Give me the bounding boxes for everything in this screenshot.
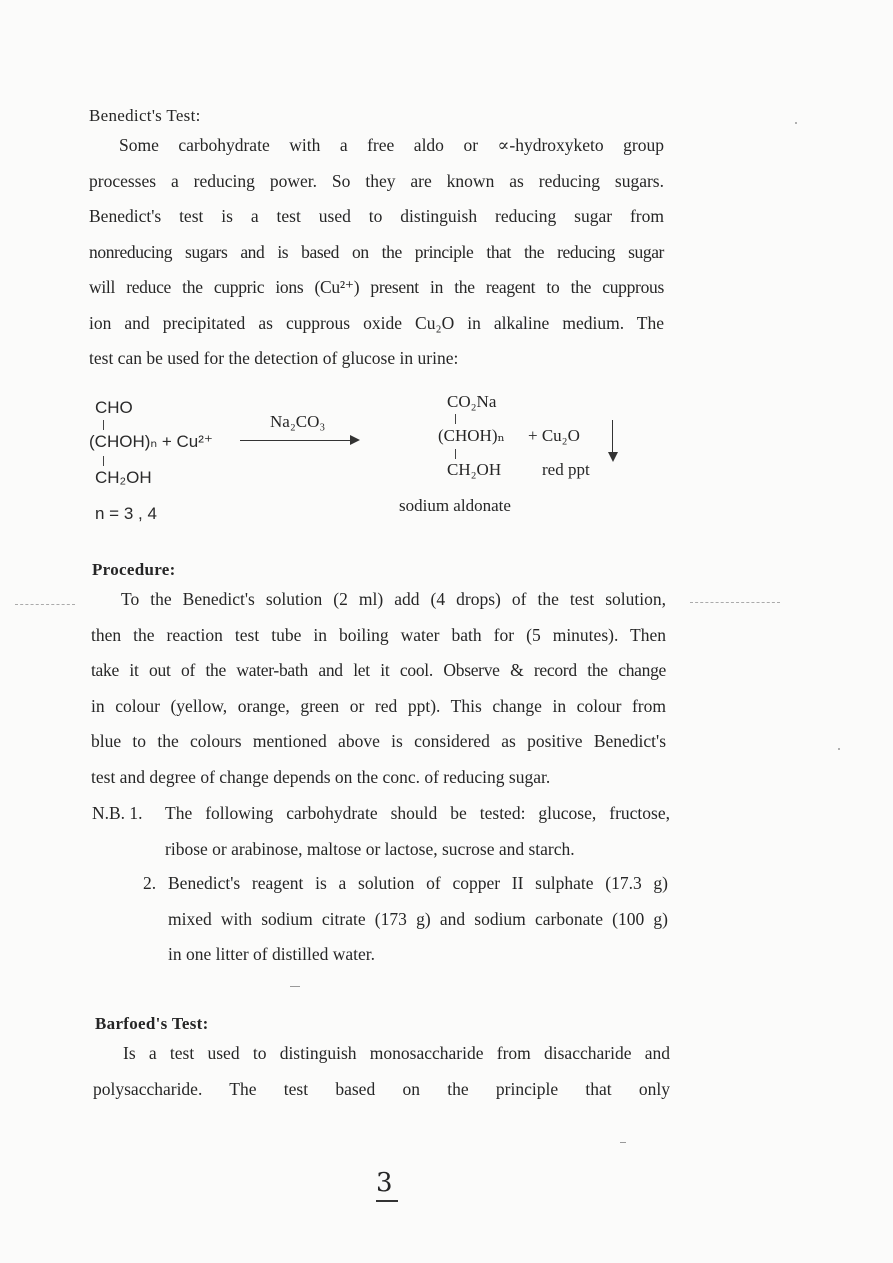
paragraph-line: blue to the colours mentioned above is considered as positive Benedict's (91, 731, 666, 751)
note-line: The following carbohydrate should be tested: glucose, fructose, (165, 803, 670, 823)
barfoed-heading: Barfoed's Test: (95, 1014, 209, 1033)
scan-artifact (15, 604, 75, 606)
product-cu2o: + Cu₂O (528, 426, 580, 445)
product-co2na: CO₂Na (447, 392, 497, 411)
paragraph-line: test can be used for the detection of glucose in urine: (89, 348, 459, 368)
scan-artifact (290, 986, 300, 987)
reagent-label: Na₂CO₃ (270, 412, 326, 431)
bond-line (103, 456, 104, 466)
paragraph-line: will reduce the cuppric ions (Cu²⁺) present in the reagent to the cupprous (89, 277, 664, 297)
paragraph-line: ion and precipitated as cupprous oxide Cu₂O in alkaline medium. The (89, 312, 664, 333)
paragraph-line: processes a reducing power. So they are known as reducing sugars. (89, 170, 664, 191)
n-value-note: n = 3 , 4 (95, 504, 157, 523)
reactant-cho: CHO (95, 398, 133, 417)
page-number: 3 (376, 1168, 393, 1198)
product-name: sodium aldonate (399, 496, 511, 515)
note-line: ribose or arabinose, maltose or lactose, sucrose and starch. (165, 838, 575, 859)
down-arrow-icon (608, 452, 618, 462)
note-line: in one litter of distilled water. (168, 944, 376, 964)
benedict-heading: Benedict's Test: (89, 106, 201, 125)
scan-artifact (690, 602, 780, 604)
scan-artifact (795, 122, 797, 124)
product-chain: (CHOH)ₙ (438, 426, 505, 445)
note-item-1 (165, 796, 670, 867)
notes-label: N.B. 1. (92, 803, 143, 823)
note-line: Benedict's reagent is a solution of copper II sulphate (17.3 g) (168, 873, 668, 893)
precipitate-label: red ppt (542, 460, 590, 479)
procedure-paragraph (91, 582, 666, 795)
bond-line (455, 449, 456, 459)
paragraph-line: in colour (yellow, orange, green or red ppt). This change in colour from (91, 695, 666, 716)
scan-artifact (620, 1142, 626, 1143)
reactant-ch2oh: CH₂OH (95, 468, 152, 487)
paragraph-line: To the Benedict's solution (2 ml) add (4 drops) of the test solution, (121, 589, 666, 609)
scan-artifact (838, 748, 840, 750)
paragraph-line: nonreducing sugars and is based on the principle that the reducing sugar (89, 241, 664, 262)
procedure-heading: Procedure: (92, 560, 176, 579)
note-item-2 (168, 866, 668, 973)
page-number-underline (376, 1200, 398, 1202)
reactant-chain: (CHOH)ₙ + Cu²⁺ (89, 432, 213, 451)
barfoed-paragraph (93, 1036, 670, 1107)
benedict-paragraph (89, 128, 664, 377)
precipitate-arrow (612, 420, 613, 454)
product-ch2oh: CH₂OH (447, 460, 502, 479)
paragraph-line: take it out of the water-bath and let it cool. Observe & record the change (91, 660, 666, 680)
paragraph-line: Is a test used to distinguish monosaccharide from disaccharide and (123, 1043, 670, 1063)
bond-line (103, 420, 104, 430)
arrow-head-icon (350, 435, 360, 445)
paragraph-line: Some carbohydrate with a free aldo or ∝-hydroxyketo group (119, 135, 664, 155)
note-item-2-number: 2. (143, 873, 157, 893)
reaction-arrow (240, 440, 352, 441)
paragraph-line: polysaccharide. The test based on the principle that only (93, 1078, 670, 1099)
bond-line (455, 414, 456, 424)
note-line: mixed with sodium citrate (173 g) and sodium carbonate (100 g) (168, 908, 668, 929)
paragraph-line: test and degree of change depends on the conc. of reducing sugar. (91, 766, 551, 787)
paragraph-line: Benedict's test is a test used to distinguish reducing sugar from (89, 206, 664, 226)
paragraph-line: then the reaction test tube in boiling water bath for (5 minutes). Then (91, 624, 666, 645)
